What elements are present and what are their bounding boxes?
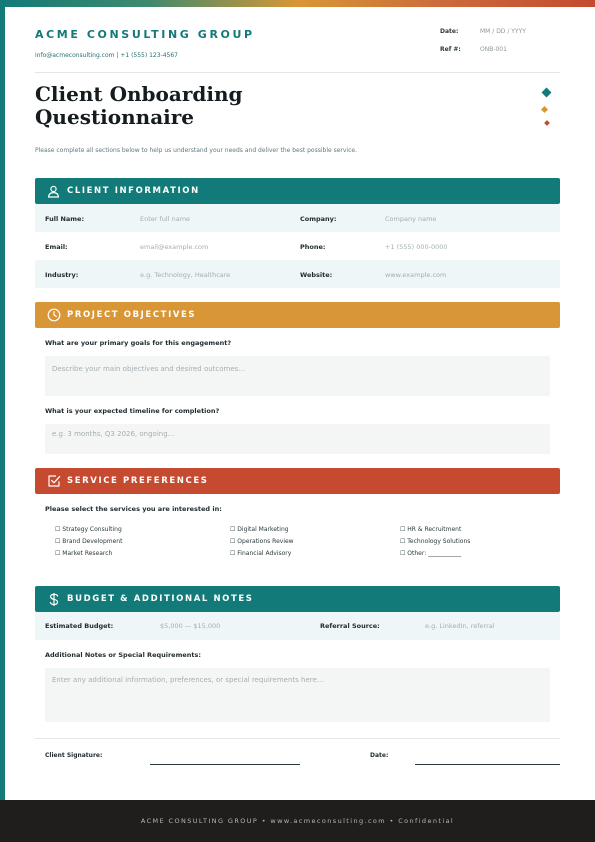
service-option-financial-advisory[interactable]: ☐ Financial Advisory bbox=[230, 550, 292, 557]
signature-date-line[interactable] bbox=[415, 764, 560, 765]
email-input[interactable]: email@example.com bbox=[140, 243, 209, 251]
service-option-strategy-consulting[interactable]: ☐ Strategy Consulting bbox=[55, 526, 122, 533]
section-header-budget-notes bbox=[35, 586, 560, 612]
client-signature-line[interactable] bbox=[150, 764, 300, 765]
company-contact: info@acmeconsulting.com | +1 (555) 123-4567 bbox=[35, 52, 179, 59]
additional-notes-placeholder: Enter any additional information, preferences, or special requirements here... bbox=[52, 676, 324, 684]
diamond-decoration bbox=[541, 106, 548, 113]
section-title: CLIENT INFORMATION bbox=[67, 186, 200, 196]
dollar-icon bbox=[46, 592, 61, 607]
timeline-placeholder: e.g. 3 months, Q3 2026, ongoing... bbox=[52, 430, 175, 438]
company-name: ACME CONSULTING GROUP bbox=[35, 28, 255, 41]
full-name-input[interactable]: Enter full name bbox=[140, 215, 191, 223]
section-header-service-preferences bbox=[35, 468, 560, 494]
timeline-input[interactable] bbox=[45, 424, 550, 454]
service-option-brand-development[interactable]: ☐ Brand Development bbox=[55, 538, 123, 545]
date-label: Date: bbox=[440, 28, 459, 35]
referral-label: Referral Source: bbox=[320, 622, 380, 630]
budget-label: Estimated Budget: bbox=[45, 622, 114, 630]
website-label: Website: bbox=[300, 271, 333, 279]
date-field[interactable]: MM / DD / YYYY bbox=[480, 28, 526, 35]
question-timeline: What is your expected timeline for completion? bbox=[45, 407, 220, 415]
section-title: BUDGET & ADDITIONAL NOTES bbox=[67, 594, 254, 604]
user-icon bbox=[46, 184, 61, 199]
industry-label: Industry: bbox=[45, 271, 79, 279]
service-option-digital-marketing[interactable]: ☐ Digital Marketing bbox=[230, 526, 289, 533]
services-prompt: Please select the services you are interested in: bbox=[45, 505, 222, 513]
service-option-other[interactable]: ☐ Other: ___________ bbox=[400, 550, 462, 557]
website-input[interactable]: www.example.com bbox=[385, 271, 447, 279]
service-option-operations-review[interactable]: ☐ Operations Review bbox=[230, 538, 294, 545]
diamond-decoration bbox=[544, 120, 550, 126]
company-input[interactable]: Company name bbox=[385, 215, 437, 223]
phone-label: Phone: bbox=[300, 243, 326, 251]
section-header-client-information bbox=[35, 178, 560, 204]
additional-notes-textarea[interactable] bbox=[45, 668, 550, 722]
additional-notes-label: Additional Notes or Special Requirements: bbox=[45, 651, 201, 659]
field-row bbox=[35, 232, 560, 260]
field-row bbox=[35, 612, 560, 640]
client-signature-label: Client Signature: bbox=[45, 752, 103, 759]
checkbox-icon bbox=[46, 474, 61, 489]
service-option-technology-solutions[interactable]: ☐ Technology Solutions bbox=[400, 538, 471, 545]
company-label: Company: bbox=[300, 215, 337, 223]
footer-text: ACME CONSULTING GROUP • www.acmeconsulting.com • Confidential bbox=[140, 817, 455, 825]
field-row bbox=[35, 204, 560, 232]
signature-date-label: Date: bbox=[370, 752, 389, 759]
section-title: SERVICE PREFERENCES bbox=[67, 476, 209, 486]
ref-field[interactable]: ONB-001 bbox=[480, 46, 507, 53]
left-accent-bar bbox=[0, 7, 5, 800]
section-title: PROJECT OBJECTIVES bbox=[67, 310, 197, 320]
email-label: Email: bbox=[45, 243, 68, 251]
diamond-decoration bbox=[542, 88, 552, 98]
signature-divider bbox=[35, 738, 560, 739]
ref-label: Ref #: bbox=[440, 46, 461, 53]
full-name-label: Full Name: bbox=[45, 215, 85, 223]
top-gradient-stripe bbox=[0, 0, 595, 7]
footer bbox=[0, 800, 595, 842]
page-title-line-2: Questionnaire bbox=[35, 105, 195, 129]
referral-input[interactable]: e.g. LinkedIn, referral bbox=[425, 622, 495, 630]
service-option-market-research[interactable]: ☐ Market Research bbox=[55, 550, 113, 557]
phone-input[interactable]: +1 (555) 000-0000 bbox=[385, 243, 448, 251]
section-header-project-objectives bbox=[35, 302, 560, 328]
service-option-hr-recruitment[interactable]: ☐ HR & Recruitment bbox=[400, 526, 462, 533]
page-title bbox=[35, 83, 295, 129]
page-title-line-1: Client Onboarding bbox=[35, 82, 243, 106]
clock-icon bbox=[46, 308, 61, 323]
industry-input[interactable]: e.g. Technology, Healthcare bbox=[140, 271, 231, 279]
budget-input[interactable]: $5,000 — $15,000 bbox=[160, 622, 221, 630]
field-row bbox=[35, 260, 560, 288]
question-primary-goals: What are your primary goals for this engagement? bbox=[45, 339, 232, 347]
header-divider bbox=[35, 72, 560, 73]
primary-goals-textarea[interactable] bbox=[45, 356, 550, 396]
page-subtitle: Please complete all sections below to help us understand your needs and deliver the best possible service. bbox=[35, 147, 357, 154]
primary-goals-placeholder: Describe your main objectives and desired outcomes... bbox=[52, 365, 245, 373]
